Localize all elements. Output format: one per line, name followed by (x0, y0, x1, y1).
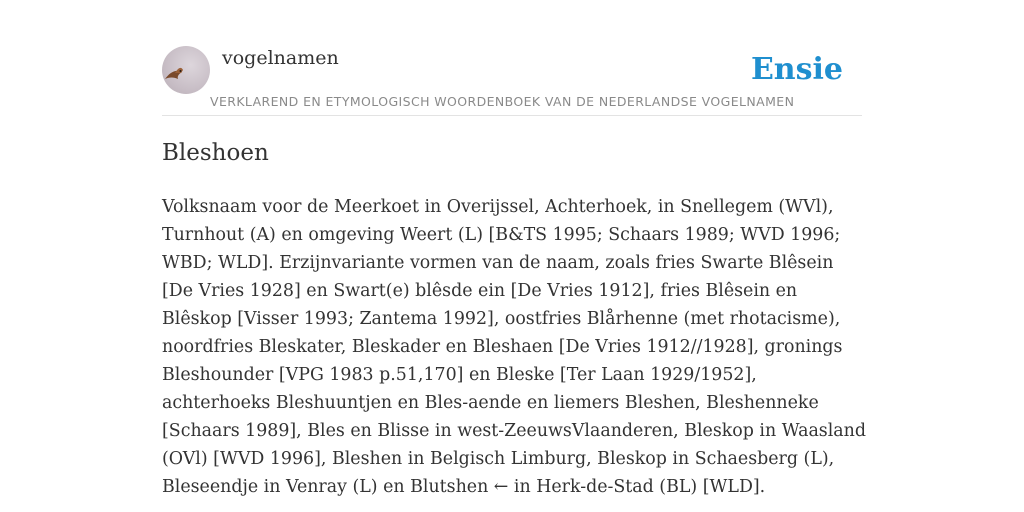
ensie-logo-link[interactable]: Ensie (750, 52, 843, 87)
site-name[interactable]: vogelnamen (222, 47, 339, 69)
site-header (162, 46, 862, 116)
entry-definition: Volksnaam voor de Meerkoet in Overijssel, Achterhoek, in Snellegem (WVl), Turnhout (A) en omgeving Weert (L) [B&TS 1995; Schaars 1989; WVD 1996; WBD; WLD]. Erzijnvariante vormen van de naam, zoals fries Swarte Blêsein [De Vries 1928] en Swart(e) blêsde ein [De Vries 1912], fries Blêsein en Blêskop [Visser 1993; Zantema 1992], oostfries Blårhenne (met rhotacisme), noordfries Bleskater, Bleskader en Bleshaen [De Vries 1912//1928], gronings Bleshounder [VPG 1983 p.51,170] en Bleske [Ter Laan 1929/1952], achterhoeks Bleshuuntjen en Bles-aende en liemers Bleshen, Bleshenneke [Schaars 1989], Bles en Blisse in west-ZeeuwsVlaanderen, Bleskop in Waasland (OVl) [WVD 1996], Bleshen in Belgisch Limburg, Bleskop in Schaesberg (L), Bleseendje in Venray (L) en Blutshen ← in Herk-de-Stad (BL) [WLD]. (162, 197, 866, 497)
avatar[interactable] (162, 46, 210, 94)
bird-photo-avatar-icon (162, 46, 210, 94)
entry-title: Bleshoen (162, 140, 269, 166)
site-subtitle: VERKLAREND EN ETYMOLOGISCH WOORDENBOEK VAN DE NEDERLANDSE VOGELNAMEN (210, 94, 795, 109)
